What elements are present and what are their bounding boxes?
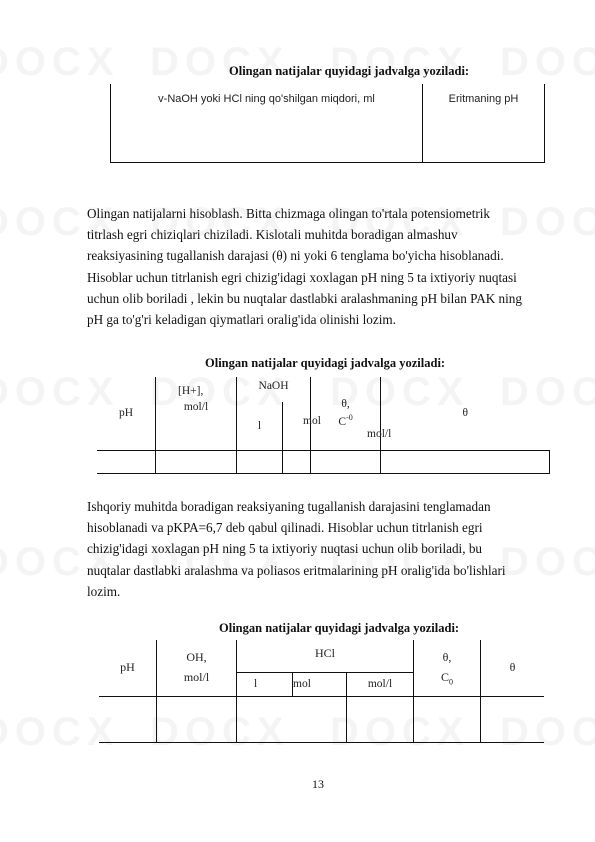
paragraph-line: lozim. xyxy=(87,583,121,599)
watermark xyxy=(500,40,595,85)
table1-header-ph: Eritmaning pH xyxy=(423,84,545,162)
table2-sub-mol-label: mol xyxy=(303,415,321,427)
c-superscript: -0 xyxy=(346,413,353,423)
paragraph-1 xyxy=(87,203,549,330)
c-subscript: 0 xyxy=(449,676,453,686)
table3-sub-mol: mol xyxy=(293,672,347,696)
paragraph-line: Ishqoriy muhitda boradigan reaksiyaning tugallanish darajasini tenglamadan xyxy=(87,499,491,514)
table2-header-theta-c0-bottom xyxy=(311,413,380,428)
table2-sub-mol xyxy=(283,402,392,450)
table3-cell xyxy=(347,696,414,742)
table3-cell xyxy=(237,696,347,742)
table2-header-theta: θ xyxy=(462,407,469,420)
table1-caption: Olingan natijalar quyidagi jadvalga yoziladi: xyxy=(229,64,470,78)
table2-sub-moll-label: mol/l xyxy=(367,428,392,440)
table3-header-theta-c0-bottom xyxy=(414,670,480,686)
table2-header-ph: pH xyxy=(97,377,156,450)
c-symbol: C xyxy=(440,669,449,684)
table2 xyxy=(97,377,550,474)
paragraph-line: Hisoblar uchun titrlanish egri chizig'idagi xoxlagan pH ning 5 ta ixtiyoriy nuqtasi xyxy=(87,269,517,285)
table2-header-theta-c0-top: θ, xyxy=(341,398,350,411)
paragraph-line: Olingan natijalarni hisoblash. Bitta chizmaga olingan to'rtala potensiometrik xyxy=(87,206,491,221)
table3-header-theta: θ xyxy=(481,640,545,696)
table2-cell xyxy=(237,450,283,473)
table3-caption: Olingan natijalar quyidagi jadvalga yoziladi: xyxy=(219,621,460,635)
table3-cell xyxy=(414,696,481,742)
watermark xyxy=(0,40,120,85)
table2-header-h-top: [H+], xyxy=(178,385,204,397)
table3-header-theta-c0-top: θ, xyxy=(442,649,452,664)
table2-header-naoh: NaOH xyxy=(237,377,311,402)
paragraph-line: chizig'idagi xoxlagan pH ning 5 ta ixtiyoriy nuqtasi uchun olib boriladi, bu xyxy=(87,541,483,557)
table3-cell xyxy=(99,696,157,742)
table3-header-hcl: HCl xyxy=(237,640,414,672)
paragraph-line: hisoblanadi va pKPA=6,7 deb qabul qilinadi. Hisoblar uchun titrlanish egri xyxy=(87,520,483,536)
table3-sub-moll: mol/l xyxy=(347,672,414,696)
table1-header-volume: v-NaOH yoki HCl ning qo'shilgan miqdori, ml xyxy=(111,84,423,162)
table2-header-h xyxy=(156,377,237,450)
paragraph-line: reaksiyasining tugallanish darajasi (θ) ni yoki 6 tenglama bo'yicha hisoblanadi. xyxy=(87,248,504,264)
table2-cell xyxy=(381,450,550,473)
table3 xyxy=(99,640,544,743)
table3-header-ph: pH xyxy=(99,640,157,696)
paragraph-line: titrlash egri chiziqlari chiziladi. Kislotali muhitda boradigan almashuv xyxy=(87,227,458,243)
paragraph-2 xyxy=(87,496,549,602)
table3-header-oh xyxy=(157,640,237,696)
table3-header-oh-top: OH, xyxy=(186,650,207,665)
c-symbol: C xyxy=(338,416,347,429)
table1 xyxy=(110,84,545,163)
paragraph-line: uchun olib boriladi , lekin bu nuqtalar dastlabki aralashmaning pH bilan PAK ning xyxy=(87,290,522,306)
table3-cell xyxy=(157,696,237,742)
paragraph-line: nuqtalar dastlabki aralashma va poliasos eritmalarining pH oralig'ida bo'lishlari xyxy=(87,562,506,578)
table2-cell xyxy=(283,450,311,473)
table3-header-oh-bottom: mol/l xyxy=(183,670,210,685)
page-number: 13 xyxy=(312,777,324,791)
table3-header-theta-c0 xyxy=(414,640,481,696)
table2-cell xyxy=(311,450,381,473)
table2-cell xyxy=(97,450,156,473)
table2-caption: Olingan natijalar quyidagi jadvalga yoziladi: xyxy=(205,356,446,370)
table3-cell xyxy=(481,696,545,742)
table2-cell xyxy=(156,450,237,473)
table2-header-h-bottom: mol/l xyxy=(183,401,209,413)
table3-sub-l: l xyxy=(237,672,293,696)
table2-sub-l: l xyxy=(237,402,283,450)
paragraph-line: pH ga to'g'ri keladigan qiymatlari oralig'ida olinishi lozim. xyxy=(87,312,396,328)
